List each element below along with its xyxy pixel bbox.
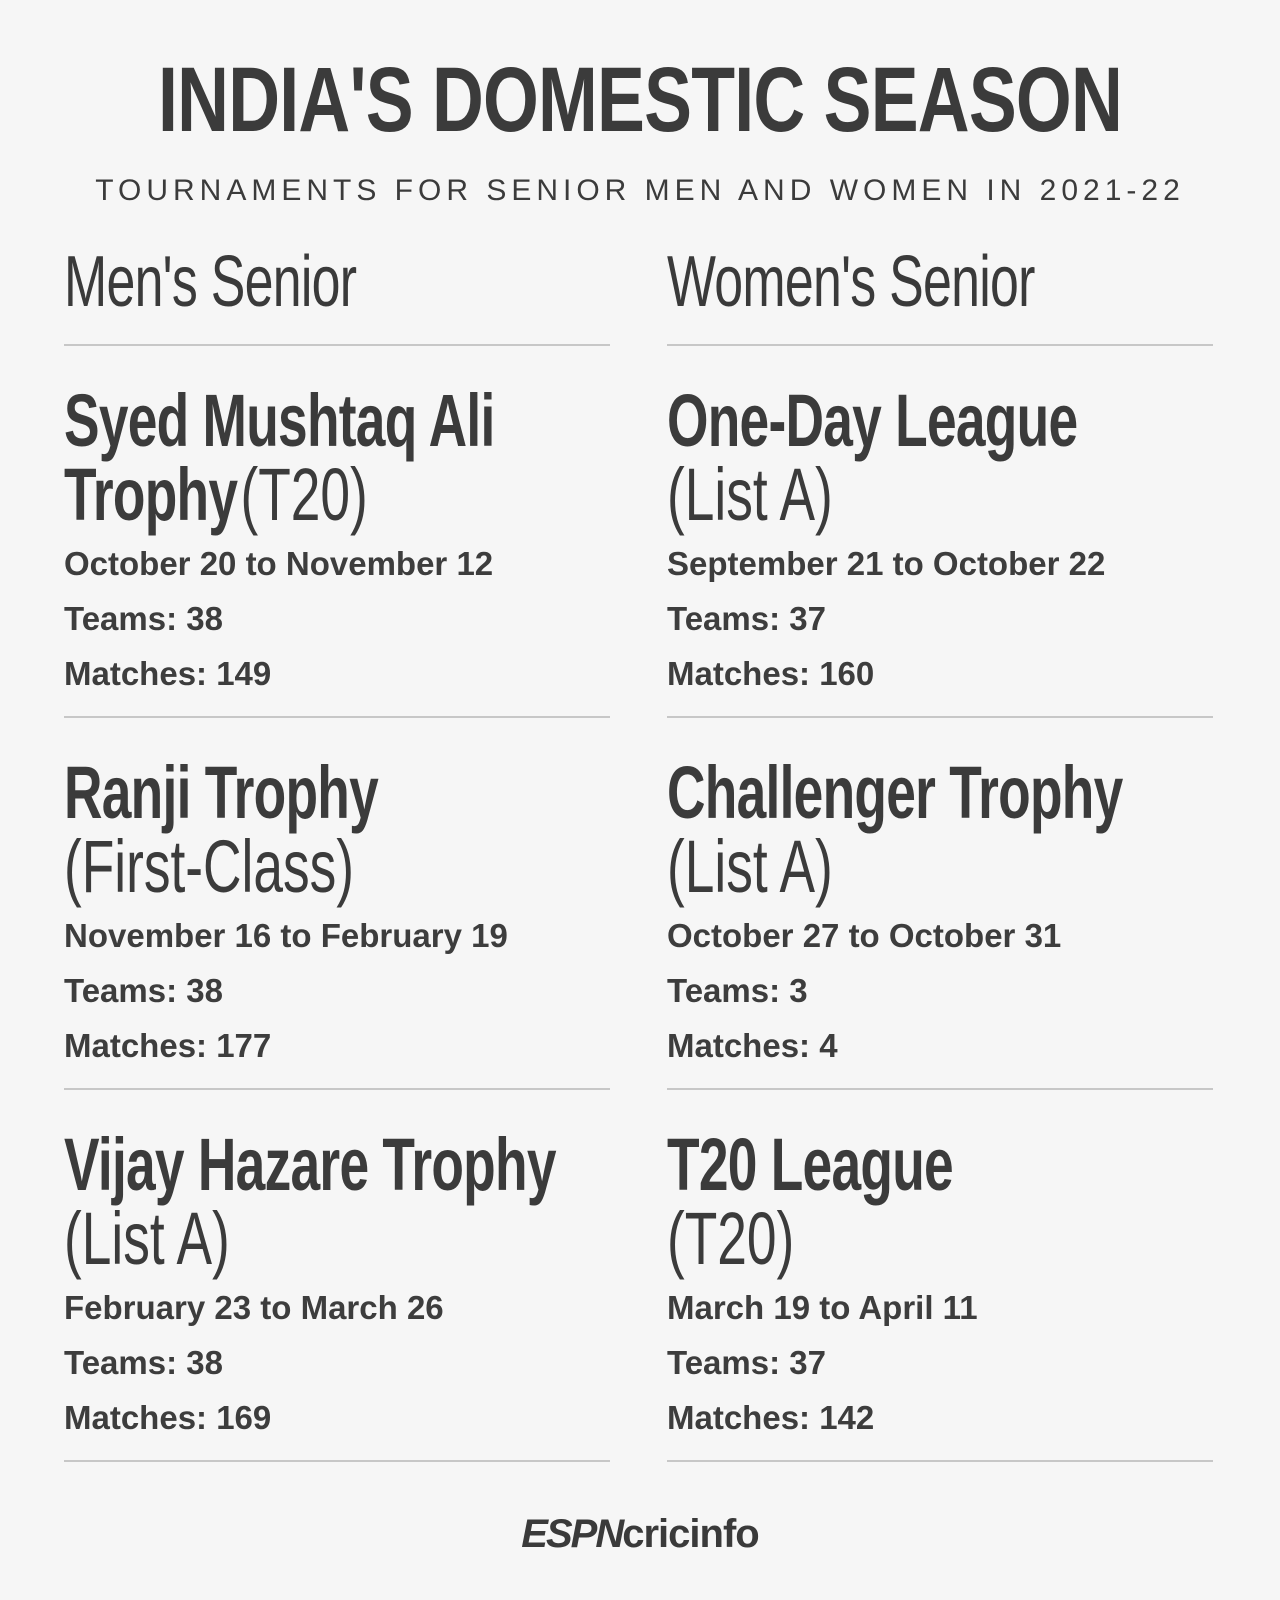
page-title: INDIA'S DOMESTIC SEASON [157, 49, 1122, 151]
tournament-title [667, 379, 1214, 536]
womens-senior-column [667, 232, 1213, 1462]
tournament-teams: Teams: 37 [667, 600, 826, 637]
tournament-details [64, 536, 493, 701]
tournament-matches: Matches: 142 [667, 1399, 875, 1436]
page-subtitle: TOURNAMENTS FOR SENIOR MEN AND WOMEN IN 2021-22 [95, 174, 1185, 207]
tournament-teams: Teams: 3 [667, 972, 808, 1009]
column-heading: Women's Senior [667, 242, 1035, 322]
tournament-dates: March 19 to April 11 [667, 1289, 978, 1326]
tournament-matches: Matches: 177 [64, 1027, 272, 1064]
tournament-teams: Teams: 38 [64, 600, 223, 637]
tournament-dates: November 16 to February 19 [64, 917, 508, 954]
tournament-title [64, 1123, 611, 1280]
tournament-format: (T20) [667, 1197, 795, 1280]
tournament-name: Challenger Trophy [667, 751, 1123, 834]
tournament-details [667, 536, 1105, 701]
tournament-details [64, 1280, 444, 1445]
tournament-name: Ranji Trophy [64, 751, 379, 834]
tournament-matches: Matches: 160 [667, 655, 875, 692]
tournament-title [64, 379, 611, 536]
espncricinfo-logo [0, 1512, 1280, 1557]
tournament-title [64, 751, 611, 908]
tournament-name: T20 League [667, 1123, 953, 1206]
tournament-card [667, 346, 1213, 716]
tournament-format: (List A) [64, 1197, 230, 1280]
tournament-card [667, 1090, 1213, 1460]
logo-espn: ESPN [521, 1512, 623, 1556]
tournament-details [64, 908, 508, 1073]
mens-senior-column [64, 232, 610, 1462]
tournament-matches: Matches: 149 [64, 655, 272, 692]
tournament-format: (List A) [667, 825, 833, 908]
divider [64, 1460, 610, 1462]
tournament-card [64, 346, 610, 716]
tournament-matches: Matches: 169 [64, 1399, 272, 1436]
tournament-name: Syed Mushtaq Ali Trophy [64, 379, 495, 536]
tournament-format: (T20) [240, 453, 368, 536]
tournament-dates: September 21 to October 22 [667, 545, 1106, 582]
tournament-card [64, 1090, 610, 1460]
tournament-matches: Matches: 4 [667, 1027, 838, 1064]
tournament-title [667, 1123, 1214, 1280]
tournament-dates: October 27 to October 31 [667, 917, 1062, 954]
tournament-details [667, 1280, 978, 1445]
tournament-dates: February 23 to March 26 [64, 1289, 444, 1326]
tournament-teams: Teams: 37 [667, 1344, 826, 1381]
tournament-format: (First-Class) [64, 825, 355, 908]
tournament-card [64, 718, 610, 1088]
tournament-teams: Teams: 38 [64, 1344, 223, 1381]
tournament-details [667, 908, 1061, 1073]
column-heading: Men's Senior [64, 242, 357, 322]
tournament-name: One-Day League [667, 379, 1078, 462]
divider [667, 1460, 1213, 1462]
tournament-dates: October 20 to November 12 [64, 545, 494, 582]
tournament-format: (List A) [667, 453, 833, 536]
tournament-card [667, 718, 1213, 1088]
logo-cricinfo: cricinfo [622, 1512, 759, 1556]
tournament-name: Vijay Hazare Trophy [64, 1123, 556, 1206]
tournament-title [667, 751, 1214, 908]
tournament-teams: Teams: 38 [64, 972, 223, 1009]
